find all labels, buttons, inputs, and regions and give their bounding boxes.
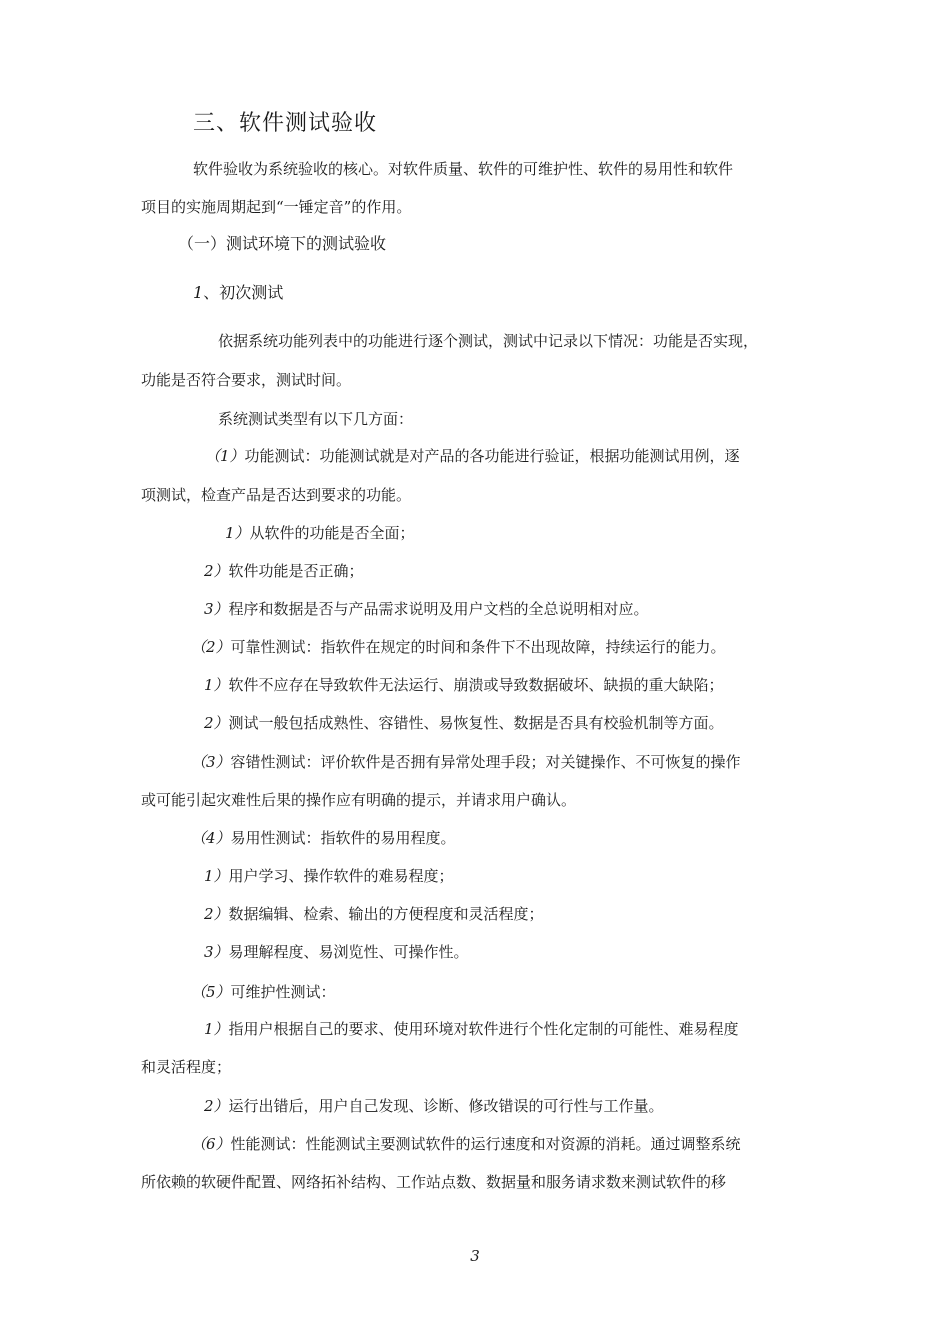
type-4-text: 易用性测试：指软件的易用程度。: [230, 829, 456, 847]
sub-number: 1）: [204, 867, 229, 885]
type-2-sub-1: [204, 675, 724, 695]
type-3-text: 容错性测试：评价软件是否拥有异常处理手段；对关键操作、不可恢复的操作: [230, 753, 741, 771]
sub-number: 2）: [204, 562, 229, 580]
type-4-sub-2: [204, 904, 544, 924]
sub-text: 软件不应存在导致软件无法运行、崩溃或导致数据破坏、缺损的重大缺陷；: [228, 676, 724, 694]
sub-text: 用户学习、操作软件的难易程度；: [228, 867, 454, 885]
sub-text: 指用户根据自己的要求、使用环境对软件进行个性化定制的可能性、难易程度: [228, 1020, 739, 1038]
type-5-sub-1-line-2: 和灵活程度；: [141, 1058, 232, 1076]
type-1-line-1: [205, 446, 740, 466]
subsection-heading: （一）测试环境下的测试验收: [178, 234, 387, 253]
sub-text: 数据编辑、检索、输出的方便程度和灵活程度；: [228, 905, 544, 923]
sub-number: 2）: [204, 714, 229, 732]
sub-number: 1）: [204, 676, 229, 694]
type-5-text: 可维护性测试：: [230, 983, 336, 1001]
type-5-sub-2: [204, 1096, 664, 1116]
type-4-line-1: [191, 828, 456, 848]
sub-number: 2）: [204, 905, 229, 923]
item-heading-initial-test: [193, 282, 283, 304]
sub-number: 1）: [225, 524, 250, 542]
sub-text: 从软件的功能是否全面；: [249, 524, 415, 542]
type-6-text: 性能测试：性能测试主要测试软件的运行速度和对资源的消耗。通过调整系统: [230, 1135, 741, 1153]
sub-number: 3）: [204, 600, 229, 618]
sub-text: 易理解程度、易浏览性、可操作性。: [228, 943, 469, 961]
type-2-number: （2）: [191, 638, 231, 656]
type-3-line-2: 或可能引起灾难性后果的操作应有明确的提示，并请求用户确认。: [141, 791, 577, 809]
types-intro: 系统测试类型有以下几方面：: [218, 410, 414, 428]
type-1-sub-3: [204, 599, 649, 619]
item-number: 1: [193, 283, 204, 302]
type-3-number: （3）: [191, 753, 231, 771]
sub-number: 1）: [204, 1020, 229, 1038]
page-number: 3: [470, 1247, 480, 1265]
sub-text: 运行出错后，用户自己发现、诊断、修改错误的可行性与工作量。: [228, 1097, 664, 1115]
sub-text: 软件功能是否正确；: [228, 562, 364, 580]
type-6-line-2: 所依赖的软硬件配置、网络拓补结构、工作站点数、数据量和服务请求数来测试软件的移: [141, 1173, 727, 1191]
type-5-line-1: [191, 982, 336, 1002]
sub-text: 程序和数据是否与产品需求说明及用户文档的全总说明相对应。: [228, 600, 649, 618]
type-1-number: （1）: [205, 447, 245, 465]
intro-line-1: 软件验收为系统验收的核心。对软件质量、软件的可维护性、软件的易用性和软件: [193, 160, 734, 178]
type-1-sub-1: [225, 523, 415, 543]
sub-text: 测试一般包括成熟性、容错性、易恢复性、数据是否具有校验机制等方面。: [228, 714, 724, 732]
type-6-number: （6）: [191, 1135, 231, 1153]
item-heading-text: 、初次测试: [203, 283, 284, 302]
type-2-line-1: [191, 637, 726, 657]
type-2-text: 可靠性测试：指软件在规定的时间和条件下不出现故障，持续运行的能力。: [230, 638, 726, 656]
type-5-sub-1: [204, 1019, 739, 1039]
type-1-sub-2: [204, 561, 364, 581]
para1-line-2: 功能是否符合要求，测试时间。: [141, 371, 352, 389]
type-3-line-1: [191, 752, 741, 772]
type-1-line-2: 项测试，检查产品是否达到要求的功能。: [141, 486, 412, 504]
type-6-line-1: [191, 1134, 741, 1154]
type-5-number: （5）: [191, 983, 231, 1001]
sub-number: 3）: [204, 943, 229, 961]
type-4-number: （4）: [191, 829, 231, 847]
para1-line-1: 依据系统功能列表中的功能进行逐个测试，测试中记录以下情况：功能是否实现，: [218, 332, 759, 350]
type-1-text: 功能测试：功能测试就是对产品的各功能进行验证，根据功能测试用例，逐: [244, 447, 740, 465]
type-2-sub-2: [204, 713, 724, 733]
type-4-sub-1: [204, 866, 454, 886]
intro-line-2: 项目的实施周期起到“一锤定音”的作用。: [141, 198, 412, 216]
type-4-sub-3: [204, 942, 469, 962]
section-title: 三、软件测试验收: [193, 111, 378, 136]
sub-number: 2）: [204, 1097, 229, 1115]
